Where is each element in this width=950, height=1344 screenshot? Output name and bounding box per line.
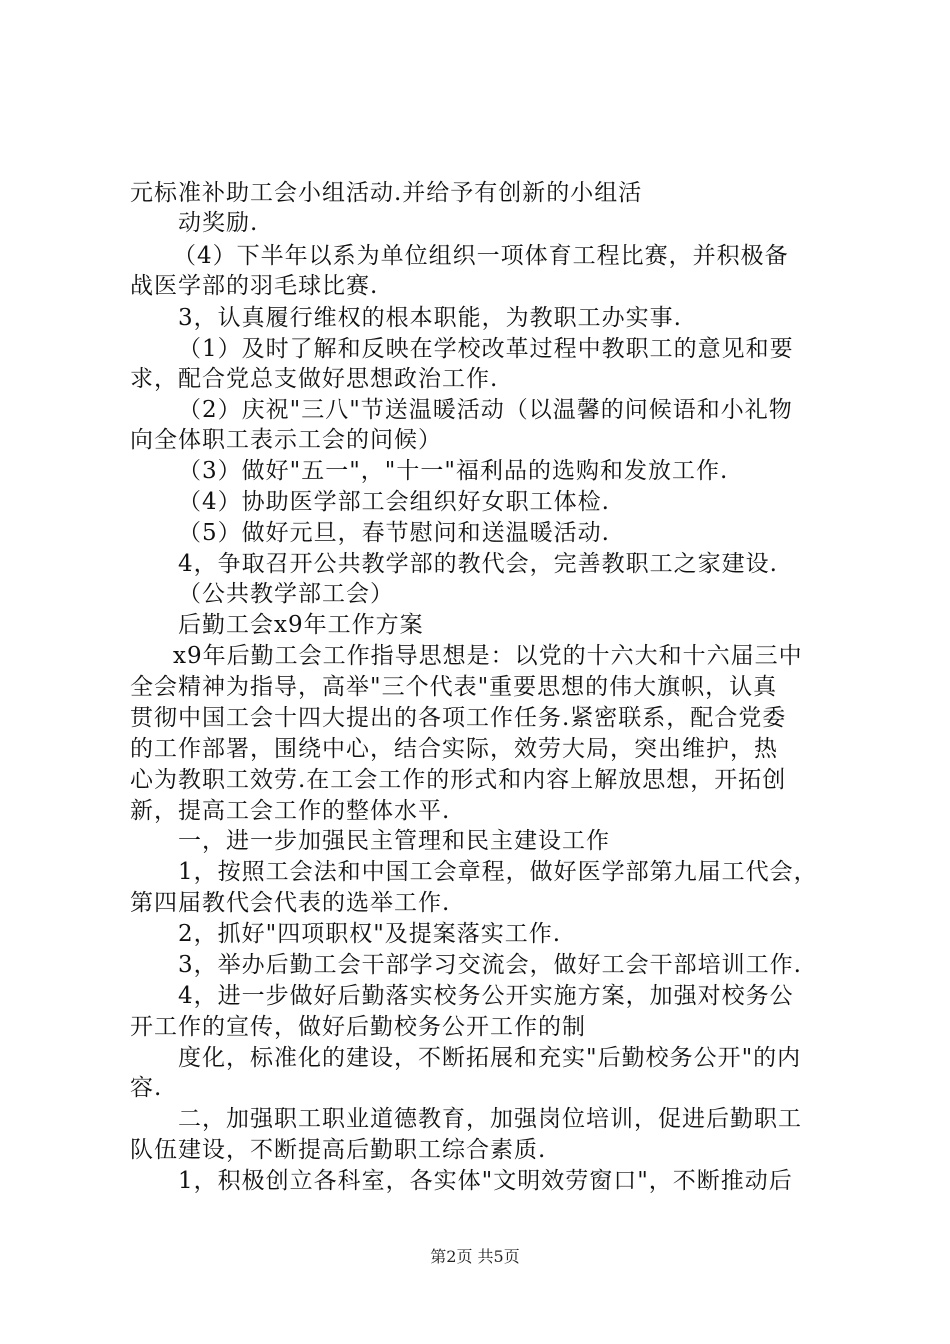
text-line: 全会精神为指导，高举"三个代表"重要思想的伟大旗帜，认真: [130, 674, 778, 700]
page-number-footer: 第2页 共5页: [430, 1247, 520, 1266]
text-line: 新，提高工会工作的整体水平.: [130, 798, 451, 824]
text-line: 元标准补助工会小组活动.并给予有创新的小组活: [130, 180, 643, 206]
text-line: 4，进一步做好后勤落实校务公开实施方案，加强对校务公: [178, 983, 794, 1009]
text-line: （2）庆祝"三八"节送温暖活动（以温馨的问候语和小礼物: [178, 397, 793, 423]
text-line: 开工作的宣传，做好后勤校务公开工作的制: [130, 1014, 586, 1040]
section-heading: 后勤工会x9年工作方案: [178, 612, 424, 638]
text-line: 贯彻中国工会十四大提出的各项工作任务.紧密联系，配合党委: [130, 705, 787, 731]
text-line: 求，配合党总支做好思想政治工作.: [130, 366, 499, 392]
text-line: 动奖励.: [178, 210, 259, 236]
text-line: （公共教学部工会）: [178, 581, 394, 607]
text-line: x9年后勤工会工作指导思想是：以党的十六大和十六届三中: [173, 643, 803, 669]
text-line: （4）协助医学部工会组织好女职工体检.: [178, 489, 610, 515]
text-line: 容.: [130, 1075, 163, 1101]
text-line: 3，认真履行维权的根本职能，为教职工办实事.: [178, 305, 682, 331]
text-line: 1，按照工会法和中国工会章程，做好医学部第九届工代会，: [178, 859, 818, 885]
text-line: 的工作部署，围绕中心，结合实际，效劳大局，突出维护，热: [130, 736, 778, 762]
text-line: 度化，标准化的建设，不断拓展和充实"后勤校务公开"的内: [178, 1045, 802, 1071]
text-line: 二，加强职工职业道德教育，加强岗位培训，促进后勤职工: [178, 1106, 802, 1132]
text-line: 队伍建设，不断提高后勤职工综合素质.: [130, 1137, 547, 1163]
text-line: （1）及时了解和反映在学校改革过程中教职工的意见和要: [178, 336, 794, 362]
text-line: 第四届教代会代表的选举工作.: [130, 890, 451, 916]
text-line: 3，举办后勤工会干部学习交流会，做好工会干部培训工作.: [178, 952, 802, 978]
text-line: 战医学部的羽毛球比赛.: [130, 273, 379, 299]
text-line: 4，争取召开公共教学部的教代会，完善教职工之家建设.: [178, 551, 778, 577]
text-line: （4）下半年以系为单位组织一项体育工程比赛，并积极备: [173, 243, 789, 269]
text-line: 1，积极创立各科室，各实体"文明效劳窗口"，不断推动后: [178, 1168, 793, 1194]
text-line: （5）做好元旦，春节慰问和送温暖活动.: [178, 520, 610, 546]
text-line: 一，进一步加强民主管理和民主建设工作: [178, 828, 610, 854]
text-line: （3）做好"五一"，"十一"福利品的选购和发放工作.: [178, 458, 729, 484]
text-line: 心为教职工效劳.在工会工作的形式和内容上解放思想，开拓创: [130, 767, 787, 793]
text-line: 2，抓好"四项职权"及提案落实工作.: [178, 921, 562, 947]
text-line: 向全体职工表示工会的问候）: [130, 427, 442, 453]
